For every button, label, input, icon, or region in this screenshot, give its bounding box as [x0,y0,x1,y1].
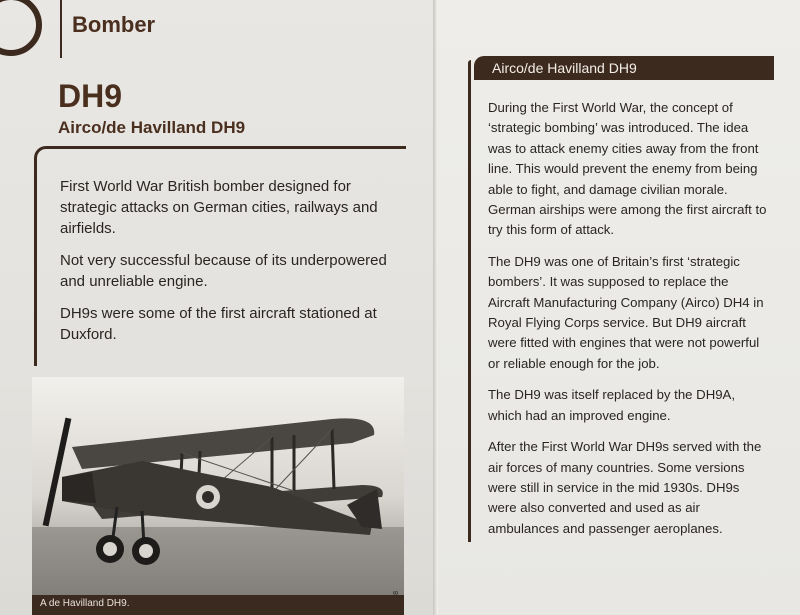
category-divider [60,0,62,58]
caption-bar [32,595,404,615]
panel-seam [433,0,438,615]
category-label: Bomber [72,12,156,37]
side-panel-header [474,56,774,80]
side-panel-header-text: Airco/de Havilland DH9 [492,60,637,76]
side-panel-paragraph: The DH9 was one of Britain’s first ‘strategic bombers’. It was supposed to replace the Aircraft Manufacturing Company (Airco) DH4 in Royal Flying Corps service. But DH9 aircraft were fitted with engines that were not powerful or reliable enough for the job. [488,253,764,371]
biplane-photo-illustration [32,377,404,615]
side-panel-paragraph: After the First World War DH9s served with the air forces of many countries. Some versions were still in service in the mid 1930s. DH9s were also converted and used as air ambulances and passenger aeroplanes. [488,439,762,536]
aircraft-photo [32,377,404,615]
photo-caption: A de Havilland DH9. [40,598,130,609]
description-paragraph: DH9s were some of the first aircraft stationed at Duxford. [60,305,377,343]
side-panel-paragraph: During the First World War, the concept of ‘strategic bombing’ was introduced. The idea was to attack enemy cities away from the front line. This would prevent the enemy from being able to fight, and damage civilian morale. German airships were among the first aircraft to try this form of attack. [488,100,767,238]
side-panel-body [488,98,770,550]
side-panel-rule [468,60,471,542]
page-subtitle: Airco/de Havilland DH9 [58,118,246,137]
description-paragraph: First World War British bomber designed for strategic attacks on German cities, railways and airfields. [60,178,378,237]
description-paragraph: Not very successful because of its underpowered and unreliable engine. [60,252,387,290]
page-title: DH9 [58,78,123,114]
description-block [60,176,405,356]
side-panel-paragraph: The DH9 was itself replaced by the DH9A, which had an improved engine. [488,387,736,423]
